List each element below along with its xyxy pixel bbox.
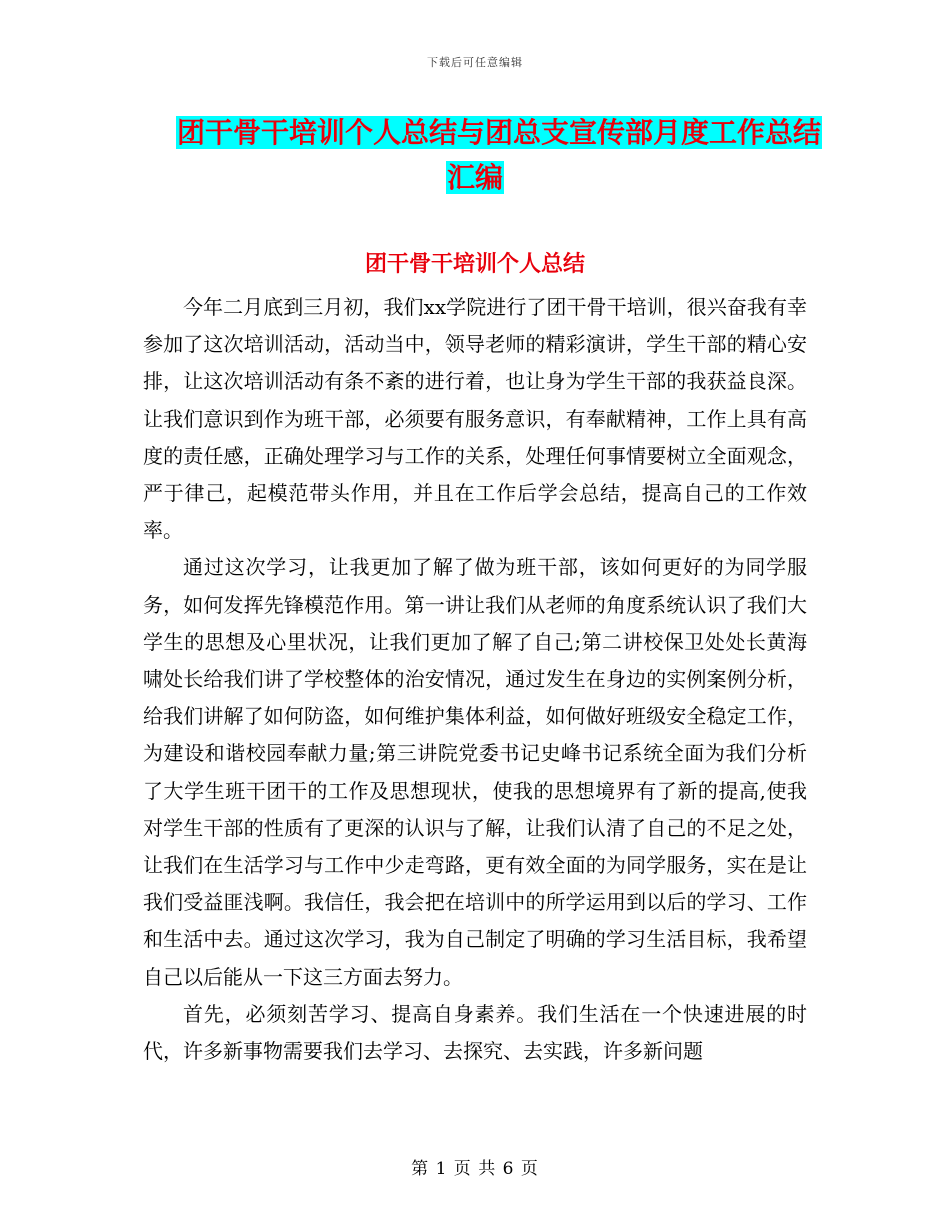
- section-title: 团干骨干培训个人总结: [364, 252, 585, 277]
- document-title: [0, 110, 950, 200]
- body-paragraph-2: 通过这次学习，让我更加了解了做为班干部，该如何更好的为同学服务，如何发挥先锋模范作用。第一讲让我们从老师的角度系统认识了我们大学生的思想及心里状况，让我们更加了解了自己;第二讲校保卫处处长黄海啸处长给我们讲了学校整体的治安情况，通过发生在身边的实例案例分析，给我们讲解了如何防盗，如何维护集体利益，如何做好班级安全稳定工作，为建设和谐校园奉献力量;第三讲院党委书记史峰书记系统全面为我们分析了大学生班干团干的工作及思想现状，使我的思想境界有了新的提高,使我对学生干部的性质有了更深的认识与了解，让我们认清了自己的不足之处，让我们在生活学习与工作中少走弯路，更有效全面的为同学服务，实在是让我们受益匪浅啊。我信任，我会把在培训中的所学运用到以后的学习、工作和生活中去。通过这次学习，我为自己制定了明确的学习生活目标，我希望自己以后能从一下这三方面去努力。: [143, 555, 807, 989]
- document-title-line1: 团干骨干培训个人总结与团总支宣传部月度工作总结: [176, 116, 821, 149]
- page-number-footer: 第 1 页 共 6 页: [411, 1159, 539, 1179]
- page-header-note: 下载后可任意编辑: [427, 56, 523, 69]
- body-paragraph-1: 今年二月底到三月初，我们xx学院进行了团干骨干培训，很兴奋我有幸参加了这次培训活动，活动当中，领导老师的精彩演讲，学生干部的精心安排，让这次培训活动有条不紊的进行着，也让身为学生干部的我获益良深。让我们意识到作为班干部，必须要有服务意识，有奉献精神，工作上具有高度的责任感，正确处理学习与工作的关系，处理任何事情要树立全面观念，严于律己，起模范带头作用，并且在工作后学会总结，提高自己的工作效率。: [143, 295, 807, 543]
- document-title-line2: 汇编: [446, 161, 503, 194]
- document-body: [143, 289, 807, 1070]
- body-paragraph-3: 首先，必须刻苦学习、提高自身素养。我们生活在一个快速进展的时代，许多新事物需要我们去学习、去探究、去实践，许多新问题: [143, 1001, 807, 1064]
